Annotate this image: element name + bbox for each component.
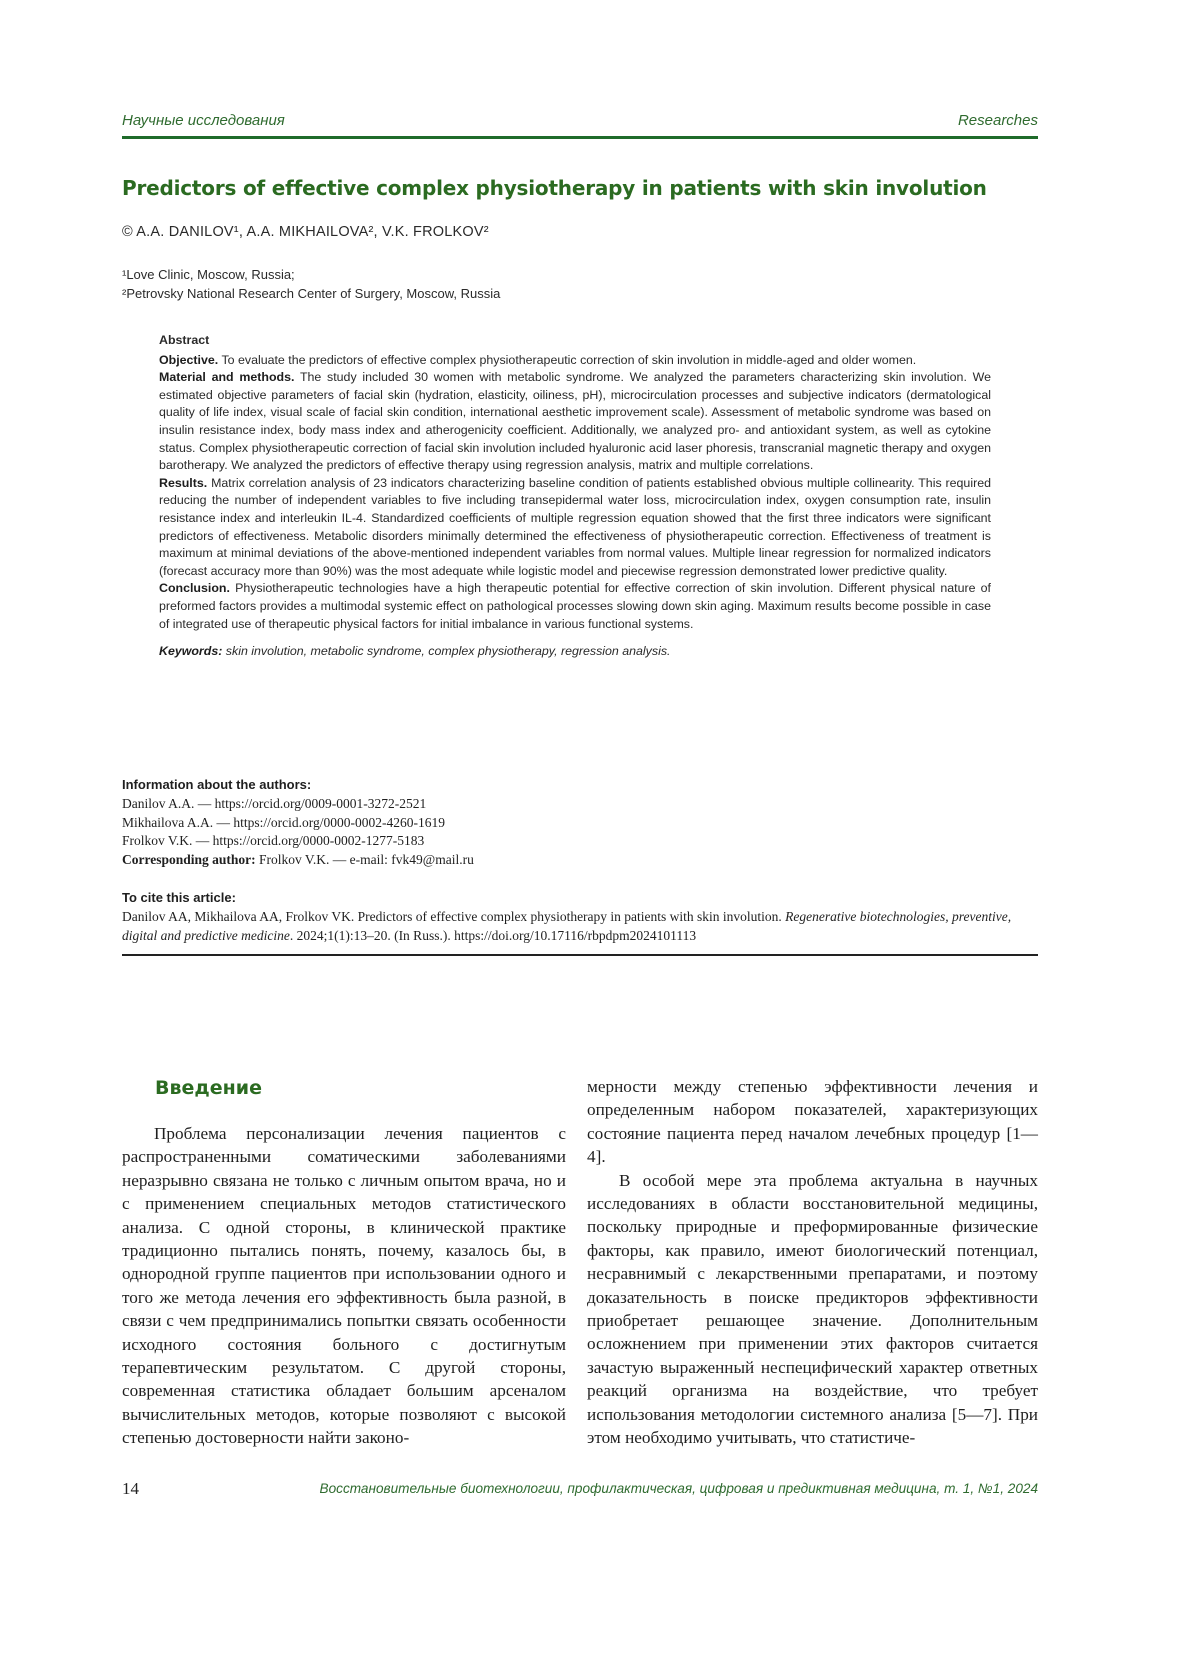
footer-journal: Восстановительные биотехнологии, профилактическая, цифровая и предиктивная медицина, т. 1, №1, 2024	[319, 1481, 1038, 1496]
results-label: Results.	[159, 475, 208, 490]
abstract-methods	[159, 369, 991, 475]
header-divider	[122, 136, 1038, 139]
citation-block	[122, 889, 1038, 945]
methods-text: The study included 30 women with metabolic syndrome. We analyzed the parameters characterizing skin involution. We estimated objective parameters of facial skin (hydration, elasticity, oiliness, pH), microcirculation processes and subjective indicators (dermatological quality of life index, visual scale of facial skin condition, international aesthetic improvement scale). Assessment of metabolic syndrome was based on insulin resistance index, body mass index and atherogenicity coefficient. Additionally, we analyzed pro- and antioxidant system, as well as cytokine status. Complex physiotherapeutic correction of facial skin involution included hyaluronic acid laser phoresis, transcranial magnetic therapy and oxygen barotherapy. We analyzed the predictors of effective therapy using regression analysis, matrix and multiple correlations.	[159, 370, 991, 473]
article-title: Predictors of effective complex physiotherapy in patients with skin involution	[122, 176, 987, 200]
body-column-right	[587, 1075, 1038, 1450]
intro-paragraph-1-continued: мерности между степенью эффективности лечения и определенным набором показателей, характеризующих состояние пациента перед началом лечебных процедур [1—4].	[587, 1077, 1038, 1167]
author-orcid-2: Mikhailova A.A. — https://orcid.org/0000-0002-4260-1619	[122, 814, 445, 830]
abstract-heading: Abstract	[159, 333, 210, 347]
abstract-objective	[159, 352, 991, 370]
citation-text-after: . 2024;1(1):13–20. (In Russ.). https://doi.org/10.17116/rbpdpm2024101113	[289, 927, 697, 943]
authors-info	[122, 776, 1038, 870]
article-authors: © A.A. DANILOV¹, A.A. MIKHAILOVA², V.K. FROLKOV²	[122, 224, 489, 240]
citation-text	[122, 908, 1038, 946]
section-label-ru: Научные исследования	[122, 112, 285, 129]
intro-paragraph-2: В особой мере эта проблема актуальна в научных исследованиях в области восстановительной медицины, поскольку природные и преформированные физические факторы, как правило, имеют биологический потенциал, несравнимый с лекарственными препаратами, и поэтому доказательность в поиске предикторов эффективности приобретает решающее значение. Дополнительным осложнением при применении этих факторов считается зачастую выраженный неспецифический характер ответных реакций организма на воздействие, что требует использования методологии системного анализа [5—7]. При этом необходимо учитывать, что статистиче-	[587, 1170, 1038, 1448]
affiliations	[122, 265, 500, 303]
abstract-conclusion	[159, 580, 991, 633]
page-number: 14	[122, 1479, 139, 1498]
objective-label: Objective.	[159, 352, 219, 367]
abstract-block	[159, 332, 991, 661]
intro-paragraph-1: Проблема персонализации лечения пациентов с распространенными соматическими заболеваниями неразрывно связана не только с личным опытом врача, но и с применением специальных методов статистического анализа. С одной стороны, в клинической практике традиционно пытались понять, почему, казалось бы, в однородной группе пациентов при использовании одного и того же метода лечения его эффективность была разной, в связи с чем предпринимались попытки связать особенности исходного состояния больного с достигнутым терапевтическим результатом. С другой стороны, современная статистика обладает большим арсеналом вычислительных методов, которые позволяют с высокой степенью достоверности найти законо-	[122, 1124, 566, 1448]
objective-text: To evaluate the predictors of effective complex physiotherapeutic correction of skin involution in middle-aged and older women.	[218, 352, 917, 367]
authors-info-heading: Information about the authors:	[122, 777, 312, 792]
abstract-keywords	[159, 643, 991, 661]
section-label-en: Researches	[957, 112, 1038, 129]
author-orcid-1: Danilov A.A. — https://orcid.org/0009-0001-3272-2521	[122, 795, 427, 811]
body-column-left	[122, 1122, 566, 1450]
corresponding-label: Corresponding author:	[122, 852, 256, 868]
affiliation-1: ¹Love Clinic, Moscow, Russia;	[122, 267, 295, 282]
keywords-text: skin involution, metabolic syndrome, complex physiotherapy, regression analysis.	[222, 644, 671, 659]
citation-heading: To cite this article:	[122, 890, 236, 905]
citation-journal: Regenerative biotechnologies, preventive, digital and predictive medicine	[122, 908, 1012, 943]
intro-heading: Введение	[155, 1077, 262, 1099]
keywords-label: Keywords:	[159, 644, 223, 659]
affiliation-2: ²Petrovsky National Research Center of Surgery, Moscow, Russia	[122, 286, 501, 301]
author-orcid-3: Frolkov V.K. — https://orcid.org/0000-0002-1277-5183	[122, 833, 425, 849]
citation-divider	[122, 954, 1038, 956]
citation-text-before: Danilov AA, Mikhailova AA, Frolkov VK. Predictors of effective complex physiotherapy in patients with skin involution.	[122, 908, 786, 924]
corresponding-author	[122, 851, 1038, 870]
methods-label: Material and methods.	[159, 370, 295, 385]
corresponding-text: Frolkov V.K. — e-mail: fvk49@mail.ru	[255, 852, 474, 868]
results-text: Matrix correlation analysis of 23 indicators characterizing baseline condition of patients established obvious multiple collinearity. This required reducing the number of independent variables to five including transepidermal water loss, microcirculation index, oxygen consumption rate, insulin resistance index and interleukin IL-4. Standardized coefficients of multiple regression equation showed that the first three indicators were significant predictors of effectiveness. Metabolic disorders minimally determined the effectiveness of physiotherapeutic correction. Effectiveness of treatment is maximum at minimal deviations of the above-mentioned independent variables from normal values. Multiple linear regression for normalized indicators (forecast accuracy more than 90%) was the most adequate while logistic model and piecewise regression demonstrated lower predictive quality.	[159, 475, 991, 578]
conclusion-label: Conclusion.	[159, 581, 230, 596]
conclusion-text: Physiotherapeutic technologies have a high therapeutic potential for effective correction of skin involution. Different physical nature of preformed factors provides a multimodal systemic effect on pathological processes slowing down skin aging. Maximum results become possible in case of integrated use of therapeutic physical factors for initial imbalance in various functional systems.	[159, 581, 991, 631]
running-header	[122, 112, 1038, 136]
abstract-results	[159, 475, 991, 581]
